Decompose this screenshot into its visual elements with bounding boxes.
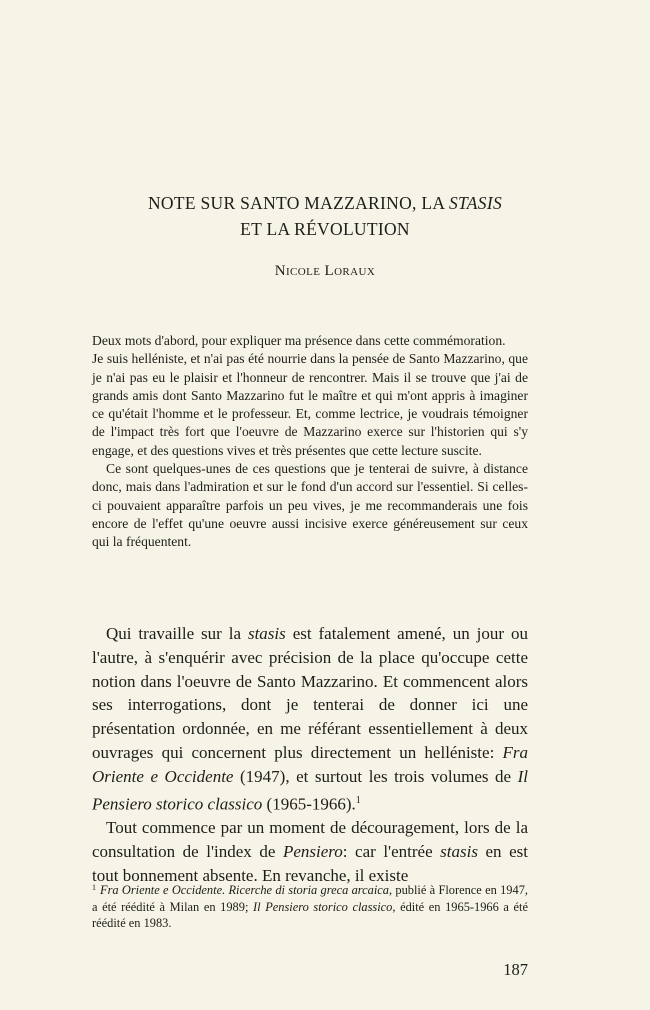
footnote	[92, 880, 528, 932]
title-line-2: ET LA RÉVOLUTION	[240, 219, 410, 239]
book-title: Fra Oriente e Occidente	[92, 742, 528, 786]
main-section	[92, 622, 528, 887]
title-line-1	[0, 190, 650, 216]
footnote-mark: 1	[92, 883, 96, 892]
text-run: Qui travaille sur la	[106, 624, 248, 643]
text-run: Tout commence par un moment de découragement, lors de la consultation de l'index de	[92, 818, 528, 861]
text-run: , publié à Florence en 1947, a été réédité à Milan en 1989;	[92, 883, 528, 914]
intro-paragraph-1: Deux mots d'abord, pour expliquer ma présence dans cette commémoration.	[92, 333, 506, 348]
text-run: (1947), et surtout les trois volumes de	[233, 766, 518, 786]
book-title: Il Pensiero storico classico	[253, 899, 393, 914]
title-italic-term: STASIS	[449, 193, 503, 213]
italic-term: stasis	[440, 841, 478, 861]
text-run: (1965-1966).	[262, 794, 356, 814]
intro-section	[92, 332, 528, 552]
book-title: Il Pensiero storico classico	[92, 766, 528, 814]
text-run: , édité en 1965-1966 a été réédité en 1983.	[92, 899, 528, 930]
article-title	[0, 190, 650, 242]
italic-term: stasis	[247, 624, 286, 643]
text-run: en est tout bonnement absente. En revanche, il existe	[92, 841, 528, 885]
text-run: est fatalement amené, un jour ou l'autre, à s'enquérir avec précision de la place qu'occupe cette notion dans l'oeuvre de Santo Mazzarino. Et commencent alors ses interrogations, dont je tenterai de donner ici une présentation ordonnée, en me référant essentiellement à deux ouvrages qui concernent plus directement un helléniste:	[92, 624, 528, 762]
footnote-reference[interactable]: 1	[355, 794, 361, 806]
page-number: 187	[503, 960, 528, 979]
main-paragraph-2	[92, 816, 528, 887]
text-run: : car l'entrée	[342, 841, 441, 861]
book-title: Pensiero	[282, 841, 343, 861]
author-name: Nicole Loraux	[274, 263, 376, 279]
main-paragraph-1	[92, 622, 528, 816]
book-title: Fra Oriente e Occidente. Ricerche di storia greca arcaica	[100, 883, 389, 897]
title-text: NOTE SUR SANTO MAZZARINO, LA	[147, 193, 449, 213]
intro-paragraph-2: Je suis helléniste, et n'ai pas été nourrie dans la pensée de Santo Mazzarino, que je n'ai pas eu le plaisir et l'honneur de rencontrer. Mais il se trouve que j'ai de grands amis dont Santo Mazzarino fut le maître et qui m'ont appris à imaginer ce qu'était l'homme et le professeur. Et, comme lectrice, je voudrais témoigner de l'impact très fort que l'oeuvre de Mazzarino exerce sur l'historien qui s'y engage, et des questions vives et très présentes que cette lecture suscite.	[92, 351, 528, 458]
intro-paragraph-3: Ce sont quelques-unes de ces questions que je tenterai de suivre, à distance donc, mais dans l'admiration et sur le fond d'un accord sur l'essentiel. Si celles-ci pouvaient apparaître parfois un peu vives, je me recommanderais une fois encore de l'effet qu'une oeuvre aussi incisive exerce généreusement sur ceux qui la fréquentent.	[92, 461, 528, 550]
